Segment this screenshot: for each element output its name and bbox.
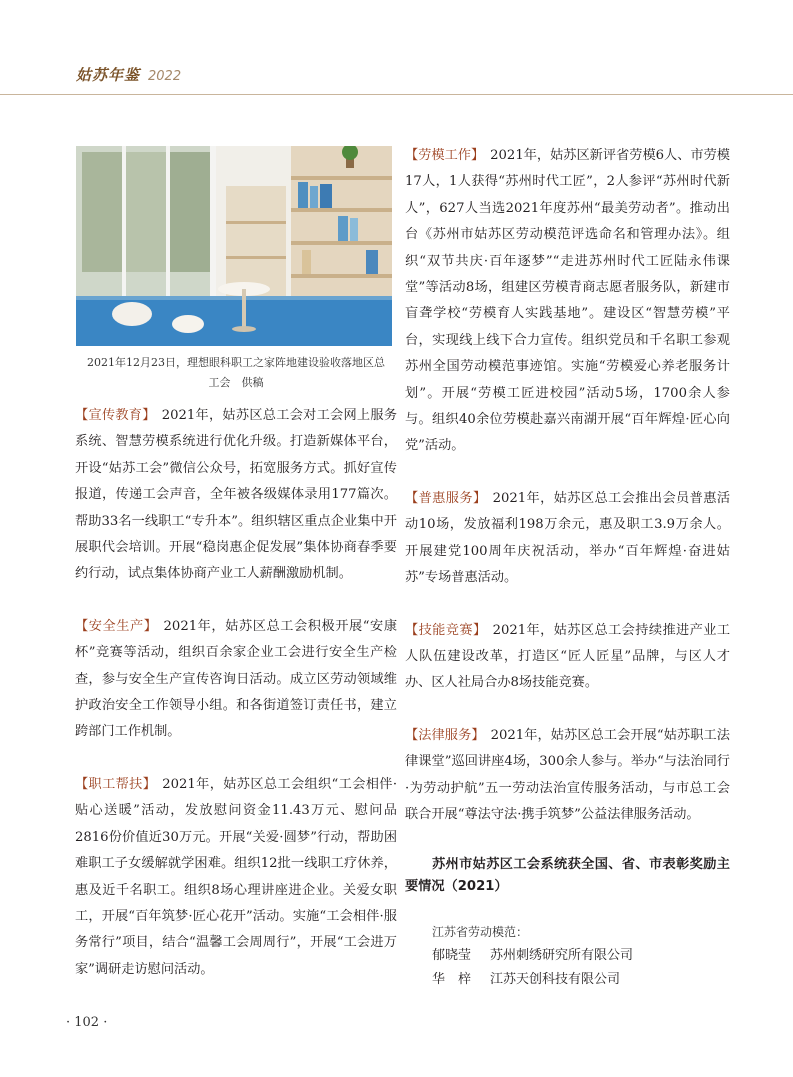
left-column bbox=[75, 403, 397, 1009]
section-tag: 【安全生产】 bbox=[75, 618, 158, 634]
section-publicity bbox=[75, 403, 397, 588]
yearbook-title: 姑苏年鉴 bbox=[76, 66, 141, 84]
section-text: 2021年，姑苏区总工会对工会网上服务系统、智慧劳模系统进行优化升级。打造新媒体平台，开设“姑苏工会”微信公众号，拓宽服务方式。抓好宣传报道，传递工会声音，全年被各级媒体录用177篇次。帮助33名一线职工“专升本”。组织辖区重点企业集中开展职代会培训。开展“稳岗惠企促发展”集体协商春季要约行动，试点集体协商产业工人薪酬激励机制。 bbox=[75, 408, 398, 582]
section-legal bbox=[405, 723, 730, 829]
award-row bbox=[432, 968, 730, 992]
section-text: 2021年，姑苏区总工会持续推进产业工人队伍建设改革，打造区“匠人匠星”品牌，与区人才办、区人社局合办8场技能竞赛。 bbox=[405, 622, 731, 691]
awards-category: 江苏省劳动模范： bbox=[432, 925, 529, 940]
award-organization: 苏州刺绣研究所有限公司 bbox=[490, 948, 634, 964]
section-skills bbox=[405, 618, 730, 697]
section-tag: 【劳模工作】 bbox=[405, 148, 485, 163]
running-header bbox=[76, 64, 181, 90]
section-benefits bbox=[405, 486, 730, 592]
section-tag: 【法律服务】 bbox=[405, 727, 485, 743]
photo-caption: 2021年12月23日，理想眼科职工之家阵地建设验收落地区总工会 供稿 bbox=[87, 356, 385, 389]
section-text: 2021年，姑苏区总工会开展“姑苏职工法律课堂”巡回讲座4场，300余人参与。举办“与法治同行·为劳动护航”五一劳动法治宣传服务活动，与市总工会联合开展“尊法守法·携手筑梦”公益法律服务活动。 bbox=[405, 727, 730, 822]
awards-title: 苏州市姑苏区工会系统获全国、省、市表彰奖励主要情况（2021） bbox=[405, 857, 730, 895]
section-text: 2021年，姑苏区总工会推出会员普惠活动10场，发放福利198万余元，惠及职工3.9万余人。开展建党100周年庆祝活动，举办“百年辉煌·奋进姑苏”专场普惠活动。 bbox=[405, 490, 731, 586]
page-number: · 102 · bbox=[66, 1015, 108, 1030]
section-tag: 【宣传教育】 bbox=[75, 408, 156, 423]
award-organization: 江苏天创科技有限公司 bbox=[490, 972, 621, 988]
library-photo bbox=[76, 146, 392, 346]
section-model-workers bbox=[405, 143, 730, 460]
section-tag: 【技能竞赛】 bbox=[405, 622, 487, 638]
section-text: 2021年，姑苏区总工会组织“工会相伴·贴心送暖”活动，发放慰问资金11.43万元、慰问品2816份价值近30万元。开展“关爱·圆梦”行动，帮助困难职工子女缓解就学困难。组织12批一线职工疗休养，惠及近千名职工。组织8场心理讲座进企业。关爱女职工，开展“百年筑梦·匠心花开”活动。实施“工会相伴·服务常行”项目，结合“温馨工会周周行”，开展“工会进万家”调研走访慰问活动。 bbox=[75, 776, 398, 977]
right-column bbox=[405, 143, 730, 992]
section-tag: 【普惠服务】 bbox=[405, 490, 487, 506]
yearbook-year: 2022 bbox=[148, 69, 182, 84]
section-assistance bbox=[75, 772, 397, 983]
section-text: 2021年，姑苏区新评省劳模6人、市劳模17人，1人获得“苏州时代工匠”，2人参评“苏州时代新人”，627人当选2021年度苏州“最美劳动者”。推动出台《苏州市姑苏区劳动模范评选命名和管理办法》。组织“双节共庆·百年逐梦”“走进苏州时代工匠陆永伟课堂”等活动8场，组建区劳模青商志愿者服务队，新建市盲聋学校“劳模育人实践基地”。建设区“智慧劳模”平台，实现线上线下合力宣传。组织党员和千名职工参观苏州全国劳动模范事迹馆。实施“劳模爱心养老服务计划”。开展“劳模工匠进校园”活动5场，1700余人参与。组织40余位劳模赴嘉兴南湖开展“百年辉煌·匠心向党”活动。 bbox=[405, 148, 730, 454]
award-recipient: 华 梓 bbox=[432, 972, 472, 988]
section-safety bbox=[75, 614, 397, 746]
award-recipient: 郁晓莹 bbox=[432, 948, 472, 964]
section-text: 2021年，姑苏区总工会积极开展“安康杯”竞赛等活动，组织百余家企业工会进行安全生产检查，参与安全生产宣传咨询日活动。成立区劳动领域维护政治安全工作领导小组。和各街道签订责任书，建立跨部门工作机制。 bbox=[75, 618, 398, 740]
award-row bbox=[432, 944, 730, 968]
section-tag: 【职工帮扶】 bbox=[75, 776, 157, 792]
header-rule bbox=[0, 94, 793, 95]
